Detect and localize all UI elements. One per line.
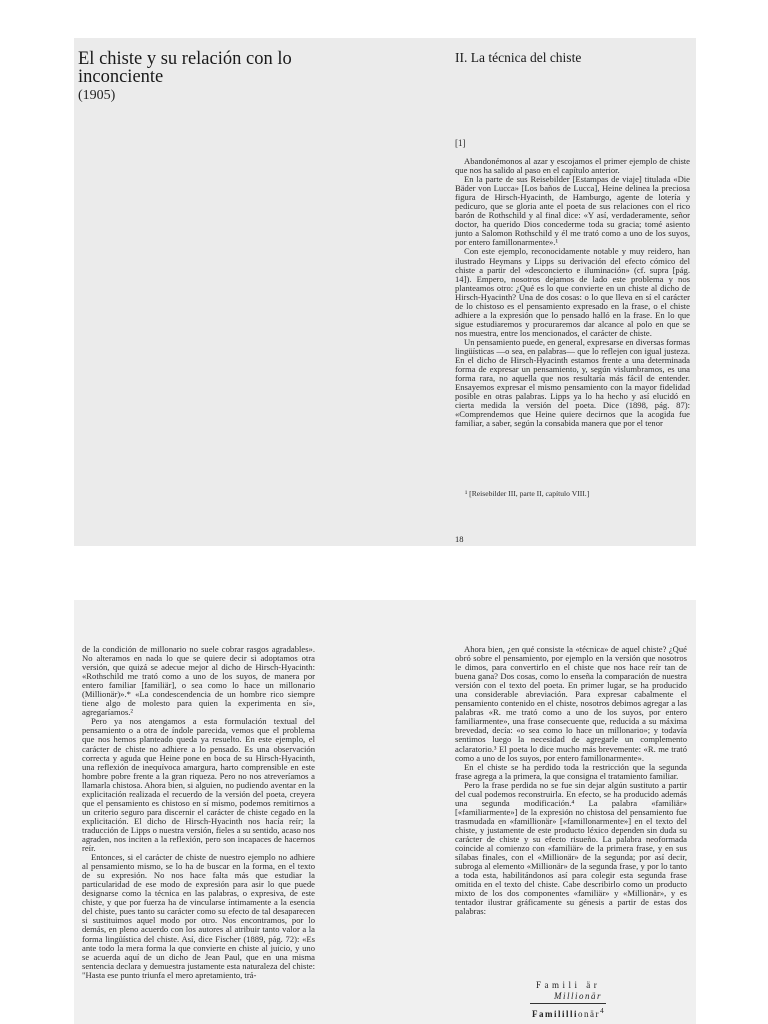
paragraph: Abandonémonos al azar y escojamos el primer ejemplo de chiste que nos ha salido al paso en el capítulo anterior. (455, 157, 690, 176)
bottom-right-text-column (455, 645, 687, 959)
book-title: El chiste y su relación con lo inconciente (78, 49, 292, 87)
diagram-result-line: Familillionär$^4$ (532, 1006, 606, 1019)
paragraph: Pero ya nos atengamos a esta formulación textual del pensamiento o a otra de índole parecida, vemos que el problema que nos hemos planteado queda ya resuelto. En este ejemplo, el carácter de chiste no adhiere a lo pensado. Es una observación correcta y aguda que Heine pone en boca de su Hirsch-Hyacinth, una reflexión de inequívoca amargura, harto comprensible en este hombre pobre frente a la gran riqueza. Pero no nos atreveríamos a llamarla chistosa. Ahora bien, si alguien, no pudiendo aventar en la explicitación realizada el recuerdo de la versión del poeta, creyera que el pensamiento es chistoso en sí mismo, podemos remitirnos a un criterio seguro para discernir el carácter de chiste cegado en la explicitación. El dicho de Hirsch-Hyacinth nos hacía reír; la traducción de Lipps o nuestra versión, fieles a su sentido, acaso nos agraden, nos inciten a la reflexión, pero son incapaces de hacernos reír. (82, 716, 315, 854)
paragraph: Ahora bien, ¿en qué consiste la «técnica» de aquel chiste? ¿Qué obró sobre el pensamiento, por ejemplo en la versión que nosotros le dimos, para convertirlo en el chiste que nos hace reír tan de buena gana? Dos cosas, como lo enseña la comparación de nuestra versión con el texto del poeta. En primer lugar, se ha producido una considerable abreviación. Para expresar cabalmente el pensamiento contenido en el chiste, nosotros debimos agregar a las palabras «R. me trató como a uno de los suyos, por entero familiarmente», una frase consecuente que, reducida a su máxima brevedad, decía: «o sea como lo hace un millonario»; y todavía sentimos luego la necesidad de agregarle un complemento aclaratorio.³ El poeta lo dice mucho más brevemente: «R. me trató como a uno de los suyos, por entero famillonarmente». (455, 645, 687, 763)
book-year: (1905) (78, 88, 116, 103)
paragraph: Entonces, si el carácter de chiste de nuestro ejemplo no adhiere al pensamiento mismo, se lo ha de buscar en la forma, en el texto de su expresión. No nos hace falta más que estudiar la particularidad de ese modo de expresión para asir lo que puede designarse como la técnica en las palabras, o expresiva, de este chiste, y que por fuerza ha de vincularse íntimamente a la esencia del chiste, pues tanto su carácter como su efecto de tal desaparecen si sustituimos aquel modo por otro. Nos encontramos, por lo demás, en pleno acuerdo con los autores al atribuir tanto valor a la forma lingüística del chiste. Así, dice Fischer (1889, pág. 72): «Es ante todo la mera forma la que convierte en chiste al juicio, y uno se acuerda aquí de un dicho de Jean Paul, que en una misma sentencia declara y demuestra justamente esta naturaleza del chiste: "Hasta ese punto triunfa el mero apretamiento, trá- (82, 852, 315, 980)
diagram-result-sup: 4 (600, 1006, 606, 1015)
diagram-rule (530, 1003, 606, 1004)
diagram-result-rest: onär (578, 1009, 601, 1019)
footnote: ¹ [Reisebilder III, parte II, capítulo VIII.] (465, 489, 590, 498)
paragraph: En la parte de sus Reisebilder [Estampas de viaje] titulada «Die Bäder von Lucca» [Los baños de Lucca], Heine delinea la preciosa figura de Hirsch-Hyacinth, de Hamburgo, agente de lotería y pedicuro, que se gloria ante el poeta de sus relaciones con el rico barón de Rothschild y al final dice: «Y así, verdaderamente, señor doctor, ha querido Dios concederme toda su gracia; tomé asiento junto a Salomon Rothschild y él me trató como a uno de los suyos, por entero famillonarmente».¹ (455, 174, 690, 248)
paragraph: de la condición de millonario no suele cobrar rasgos agradables». No alteramos en nada lo que se quiere decir si adoptamos otra versión, que quizá se adecue mejor al dicho de Hirsch-Hyacinth: «Rothschild me trató como a uno de los suyos, de manera por entero familiar [familiär], o sea como lo hace un millonario (Millionär)».* «La condescendencia de un hombre rico siempre tiene algo de molesto para quien la experimenta en sí», agregaríamos.² (82, 645, 315, 718)
top-right-text-column (455, 157, 690, 483)
diagram-result-bold-mid: ll (566, 1009, 575, 1019)
paragraph: Un pensamiento puede, en general, expresarse en diversas formas lingüísticas —o sea, en palabras— que lo reflejen con igual justeza. En el dicho de Hirsch-Hyacinth estamos frente a una determinada forma de expresar un pensamiento, y, según vislumbramos, es una forma rara, no aquella que nos resultaría más fácil de entender. Ensayemos expresar el mismo pensamiento con la mayor fidelidad posible en otras palabras. Lipps ya lo ha hecho y así elucidó en cierta medida la versión del poeta. Dice (1898, pág. 87): «Comprendemos que Heine quiere decirnos que la acogida fue familiar, a saber, según la consabida manera que por el tenor (455, 336, 690, 429)
chapter-heading: II. La técnica del chiste (455, 50, 582, 65)
paragraph: Con este ejemplo, reconocidamente notable y muy reidero, han ilustrado Heymans y Lipps su derivación del efecto cómico del chiste a partir del «desconcierto e iluminación» (cf. supra [pág. 14]). Empero, nosotros dejamos de lado este problema y nos planteamos otro: ¿Qué es lo que convierte en un chiste al dicho de Hirsch-Hyacinth? Una de dos cosas: o lo que lleva en sí el carácter de lo chistoso es el pensamiento expresado en la frase, o el chiste adhiere a la expresión que lo pensado halló en la frase. En lo que sigue estudiaremos y procuraremos dar alcance al polo en que se nos muestra, entre los mencionados, el carácter de chiste. (455, 246, 690, 338)
diagram-millionar-line: Millionär (554, 991, 603, 1001)
diagram-result-bold: Famili (532, 1009, 566, 1019)
paragraph: Pero la frase perdida no se fue sin dejar algún sustituto a partir del cual podemos reconstruirla. En efecto, se ha producido además una segunda modificación.⁴ La palabra «familiär» [«familiarmente»] de la expresión no chistosa del pensamiento fue trasmudada en «famillionär» [«famillonarmente»] en el texto del chiste, y justamente de este producto léxico dependen sin duda su carácter de chiste y su efecto risueño. La palabra neoformada coincide al comienzo con «familiär» de la primera frase, y en sus sílabas finales, con el «Millionär» de la segunda; por así decir, subroga al elemento «Millionär» de la segunda frase, y por lo tanto a toda esta, habilitándonos así para colegir esta segunda frase omitida en el texto del chiste. Cabe describirlo como un producto mixto de los dos componentes «familiär» y «Millionär», y es tentador ilustrar gráficamente su génesis a partir de estas dos palabras: (455, 779, 687, 917)
page-number: 18 (455, 534, 464, 544)
bottom-left-text-column (82, 645, 315, 1024)
diagram-familiar-line: Famili är (536, 980, 601, 990)
paragraph: En el chiste se ha perdido toda la restricción que la segunda frase agrega a la primera, la que consigna el tratamiento familiar. (455, 761, 687, 781)
section-marker: [1] (455, 138, 466, 148)
